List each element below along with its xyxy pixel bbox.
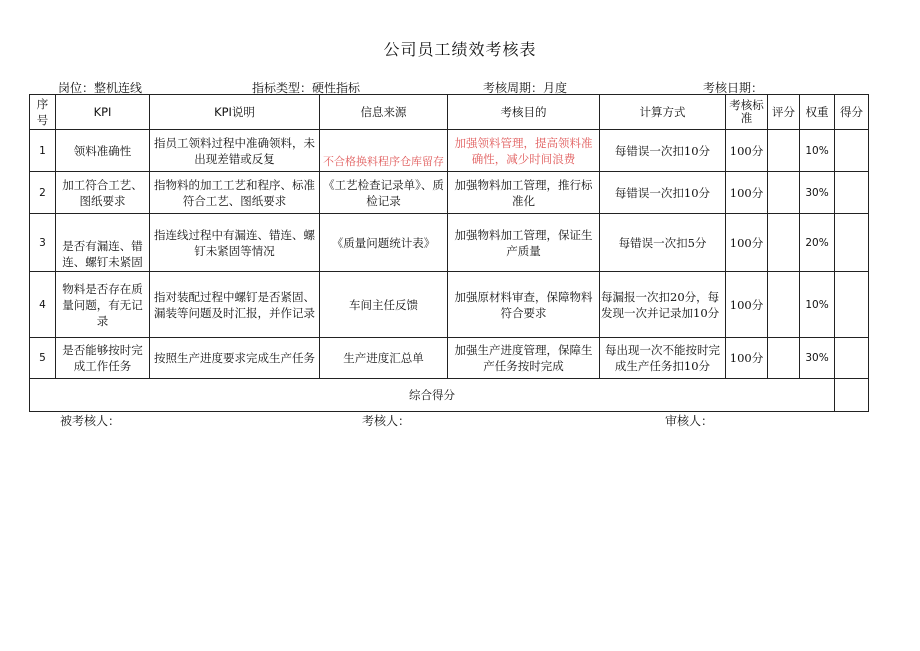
header-result: 得分 [835, 95, 869, 130]
cell-score [768, 272, 800, 338]
page-title: 公司员工绩效考核表 [383, 40, 537, 59]
cell-result [835, 272, 869, 338]
cell-score [768, 338, 800, 379]
cell-kpi: 物料是否存在质量问题，有无记录 [56, 272, 150, 338]
cell-seq: 2 [30, 172, 56, 214]
cell-method: 每错误一次扣5分 [600, 214, 726, 272]
cell-desc: 指员工领料过程中准确领料，未出现差错或反复 [150, 130, 320, 172]
cell-purpose: 加强物料加工管理，保证生产质量 [448, 214, 600, 272]
cell-result [835, 338, 869, 379]
cell-standard: 100分 [726, 172, 768, 214]
cell-weight: 20% [800, 214, 835, 272]
header-row [30, 95, 869, 130]
header-method: 计算方式 [600, 95, 726, 130]
table-row [30, 172, 869, 214]
cell-method: 每错误一次扣10分 [600, 172, 726, 214]
position-field: 岗位：整机连线 [58, 81, 143, 95]
assessee-field: 被考核人： [60, 414, 121, 428]
header-purpose: 考核目的 [448, 95, 600, 130]
assessor-field: 考核人： [362, 414, 411, 428]
table-row [30, 272, 869, 338]
cell-weight: 30% [800, 338, 835, 379]
cell-standard: 100分 [726, 272, 768, 338]
cell-score [768, 172, 800, 214]
kpi-table [29, 94, 869, 412]
total-label: 综合得分 [30, 379, 835, 412]
header-kpi-desc: KPI说明 [150, 95, 320, 130]
cell-seq: 5 [30, 338, 56, 379]
cell-score [768, 130, 800, 172]
header-kpi: KPI [56, 95, 150, 130]
indicator-type-field: 指标类型：硬性指标 [252, 81, 361, 95]
cell-purpose: 加强原材料审查，保障物料符合要求 [448, 272, 600, 338]
header-weight: 权重 [800, 95, 835, 130]
table-row [30, 130, 869, 172]
header-source: 信息来源 [320, 95, 448, 130]
cell-seq: 3 [30, 214, 56, 272]
cell-weight: 30% [800, 172, 835, 214]
cell-method: 每出现一次不能按时完成生产任务扣10分 [600, 338, 726, 379]
cell-purpose: 加强生产进度管理，保障生产任务按时完成 [448, 338, 600, 379]
cell-seq: 1 [30, 130, 56, 172]
cell-desc: 指对装配过程中螺钉是否紧固、漏装等问题及时汇报，并作记录 [150, 272, 320, 338]
table-row [30, 214, 869, 272]
cell-kpi: 领料准确性 [56, 130, 150, 172]
cell-method: 每错误一次扣10分 [600, 130, 726, 172]
cell-kpi: 是否有漏连、错连、螺钉未紧固 [56, 214, 150, 272]
cell-source: 生产进度汇总单 [320, 338, 448, 379]
total-row [30, 379, 869, 412]
cell-desc: 指连线过程中有漏连、错连、螺钉未紧固等情况 [150, 214, 320, 272]
cell-method: 每漏报一次扣20分，每发现一次并记录加10分 [600, 272, 726, 338]
cell-desc: 按照生产进度要求完成生产任务 [150, 338, 320, 379]
cell-seq: 4 [30, 272, 56, 338]
table-row [30, 338, 869, 379]
cell-purpose: 加强物料加工管理，推行标准化 [448, 172, 600, 214]
cell-result [835, 214, 869, 272]
reviewer-field: 审核人： [665, 414, 714, 428]
header-seq: 序号 [30, 95, 56, 130]
cell-source: 车间主任反馈 [320, 272, 448, 338]
cell-score [768, 214, 800, 272]
cell-purpose: 加强领料管理，提高领料准确性，减少时间浪费 [448, 130, 600, 172]
period-field: 考核周期：月度 [483, 81, 568, 95]
cell-source: 《质量问题统计表》 [320, 214, 448, 272]
cell-standard: 100分 [726, 130, 768, 172]
header-standard: 考核标准 [726, 95, 768, 130]
cell-kpi: 是否能够按时完成工作任务 [56, 338, 150, 379]
total-score [835, 379, 869, 412]
cell-standard: 100分 [726, 338, 768, 379]
cell-source: 《工艺检查记录单》、质检记录 [320, 172, 448, 214]
cell-weight: 10% [800, 130, 835, 172]
cell-weight: 10% [800, 272, 835, 338]
cell-result [835, 130, 869, 172]
date-field: 考核日期： [703, 81, 764, 95]
cell-result [835, 172, 869, 214]
cell-source: 不合格换料程序仓库留存 [320, 130, 448, 172]
cell-kpi: 加工符合工艺、图纸要求 [56, 172, 150, 214]
cell-desc: 指物料的加工工艺和程序、标准符合工艺、图纸要求 [150, 172, 320, 214]
cell-standard: 100分 [726, 214, 768, 272]
header-score: 评分 [768, 95, 800, 130]
